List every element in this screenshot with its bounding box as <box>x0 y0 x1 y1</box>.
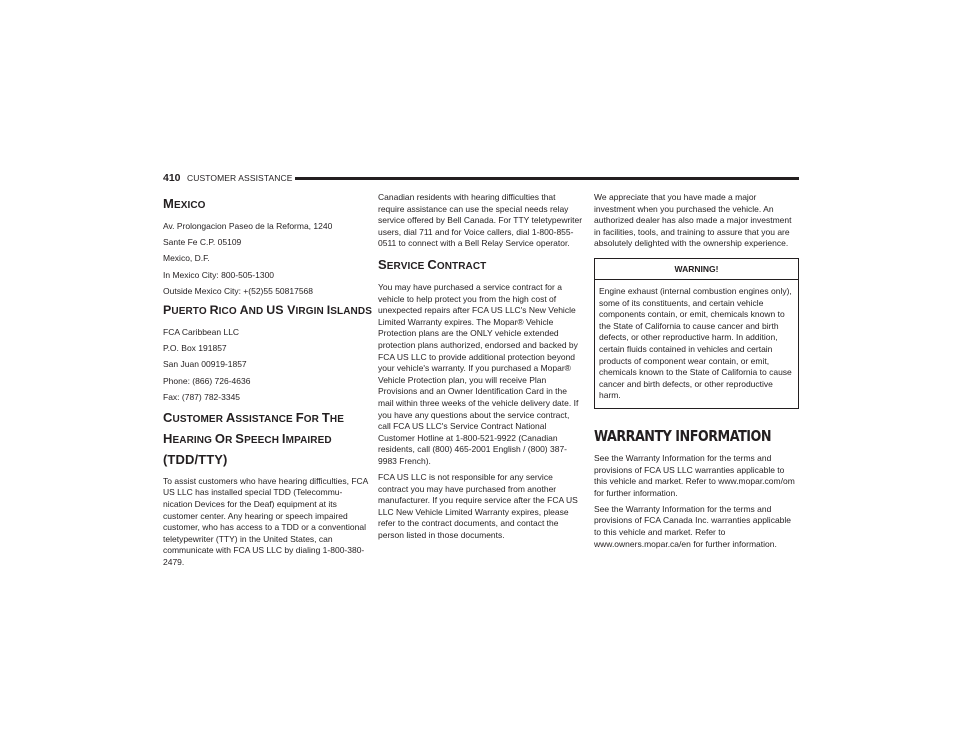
puerto-rico-address-line: FCA Caribbean LLC <box>163 326 240 337</box>
mexico-heading: MEXICO <box>163 196 206 211</box>
warranty-paragraph: See the Warranty Information for the terms and provisions of FCA US LLC warranties applicable to this vehicle and market. Refer to www.mopar.com/om for further information. <box>594 452 795 498</box>
puerto-rico-address-line: P.O. Box 191857 <box>163 343 227 354</box>
warning-title: WARNING! <box>595 259 798 280</box>
puerto-rico-heading: PUERTO RICO AND US VIRGIN ISLANDS <box>163 302 372 317</box>
mexico-address-line: Av. Prolongacion Paseo de la Reforma, 1240 <box>163 221 333 231</box>
warranty-paragraph: See the Warranty Information for the terms and provisions of FCA Canada Inc. warranties applicable to this vehicle and market. Refer to www.owners.mopar.ca/en for further information. <box>594 503 792 549</box>
header-rule <box>295 177 799 180</box>
page-number: 410 <box>163 172 181 184</box>
mexico-address-line: Sante Fe C.P. 05109 <box>163 237 242 248</box>
column-left <box>163 192 372 573</box>
puerto-rico-phone-line: Phone: (866) 726-4636 <box>163 375 251 386</box>
column-right <box>594 192 799 555</box>
column-middle <box>378 192 583 546</box>
service-contract-paragraph: You may have purchased a service contract for a vehicle to help protect you from the high cost of unexpected repairs after FCA US LLC's New Vehicle Limited Warranty expires. The Mopar® Vehicle Protection plans are the ONLY vehicle extended protection plans authorized, endorsed and backed by FCA US LLC to provide additional protection beyond your vehicle's warranty. If you purchased a Mopar® Vehicle Protection plan, you will receive Plan Provisions and an Owner Identification Card in the mail within three weeks of the vehicle delivery date. If you have any questions about the service contract, call FCA US LLC's Service Contract National Customer Hotline at 1-800-521-9922 (Canadian residents, call (800) 465-2001 English / (800) 387-9983 French). <box>378 281 579 466</box>
mexico-phone-line: Outside Mexico City: +(52)55 50817568 <box>163 285 314 296</box>
mexico-address-line: Mexico, D.F. <box>163 253 210 264</box>
service-contract-heading: SERVICE CONTRACT <box>378 256 487 272</box>
service-contract-paragraph: FCA US LLC is not responsible for any service contract you may have purchased from another manufacturer. If you require service after the FCA US LLC New Vehicle Limited Warranty expires, please refer to the contract documents, and contact the person listed in those documents. <box>378 472 578 541</box>
warning-box <box>594 258 799 409</box>
page-header <box>163 172 799 188</box>
warranty-heading: WARRANTY INFORMATION <box>594 426 771 445</box>
mexico-phone-line: In Mexico City: 800-505-1300 <box>163 269 275 280</box>
section-title: CUSTOMER ASSISTANCE <box>187 173 293 183</box>
hearing-heading: CUSTOMER ASSISTANCE FOR THE HEARING OR SPEECH IMPAIRED (TDD/TTY) <box>163 409 344 467</box>
hearing-paragraph: To assist customers who have hearing difficulties, FCA US LLC has installed special TDD (Telecommu-nication Devices for the Deaf) equipment at its customer center. Any hearing or speech impaired customer, who has access to a TDD or a conventional teletypewriter (TTY) in the United States, can communicate with FCA US LLC by dialing 1-800-380-2479. <box>163 475 368 568</box>
warning-text: Engine exhaust (internal combustion engines only), some of its constituents, and certain vehicle components contain, or emit, chemicals known to the State of California to cause cancer and birth defects, or other reproductive harm. In addition, certain fluids contained in vehicles and certain products of component wear contain, or emit, chemicals known to the State of California to cause cancer and birth defects, or other reproductive harm. <box>599 285 792 401</box>
puerto-rico-fax-line: Fax: (787) 782-3345 <box>163 391 241 402</box>
puerto-rico-address-line: San Juan 00919-1857 <box>163 359 247 370</box>
canada-relay-paragraph: Canadian residents with hearing difficulties that require assistance can use the special needs relay service offered by Bell Canada. For TTY teletypewriter users, dial 711 and for Voice callers, dial 1-800-855-0511 to connect with a Bell Relay Service operator. <box>378 192 583 249</box>
appreciation-paragraph: We appreciate that you have made a major investment when you purchased the vehicle. An authorized dealer has also made a major investment in facilities, tools, and training to assure that you are absolutely delighted with the ownership experience. <box>594 192 792 249</box>
